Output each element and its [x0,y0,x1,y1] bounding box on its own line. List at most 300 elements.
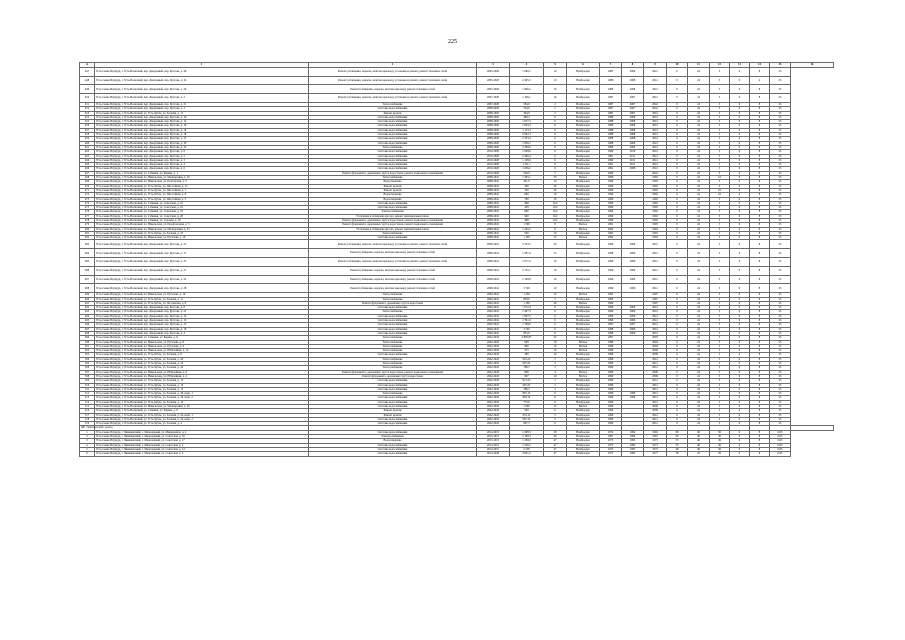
value-cell: 1991 [600,223,622,227]
value-cell: 25 [770,206,791,210]
value-cell: 8 [750,188,770,192]
value-cell: 0 [667,219,688,223]
value-cell: 2041 [644,133,667,137]
value-cell: 25 [770,374,791,378]
value-cell: 2007-2020 [477,94,510,103]
value-cell: 1990 [600,201,622,205]
value-cell: 2006 [644,409,667,413]
value-cell: 0 [730,435,750,439]
value-cell: 0 [730,206,750,210]
address-cell: Усть-Сыны Изумруд, г. Усть-Волжский, пер. Дворцовый, пер. Кустова, д. 28 [95,284,309,293]
value-cell: 3 [710,383,730,387]
value-cell: 2041 [644,266,667,275]
value-cell: 0 [730,120,750,124]
work-type-cell: Теплоснабжение [309,362,477,366]
address-cell: Усть-Сыны Изумруд, г. Усть-Волжский, пер. Дворцовый, пер. Кустова, д. 31 [95,145,309,149]
value-cell: 3 [710,301,730,305]
value-cell: 1997 [644,301,667,305]
value-cell: 24 [688,188,710,192]
value-cell: 2040-2041 [477,301,510,305]
row-number-cell: 453 [80,111,95,115]
value-cell: 8 [750,336,770,340]
row-number-cell: 506 [80,366,95,370]
value-cell: 3 [710,366,730,370]
value-cell: 0,65 [770,447,791,451]
value-cell: Ноябрь/дек [567,128,600,132]
address-cell: Усть-Сыны Изумруд, г. Усть-Волжский, пер. Дворцовый, пер. Кустова, д. 8 [95,150,309,154]
column-index-cell: 15 [770,63,791,68]
value-cell: 8 [750,413,770,417]
value-cell: 25 [770,357,791,361]
value-cell: Ноябрь/дек [567,409,600,413]
value-cell: 1 090 [510,404,544,408]
value-cell: 1994 [644,430,667,434]
work-type-cell: Системы водоснабжения [309,331,477,335]
value-cell: 24 [688,223,710,227]
value-cell: 3 [710,67,730,76]
value-cell: 3 [710,124,730,128]
value-cell: 3 [710,171,730,175]
value-cell: 24 [688,193,710,197]
value-cell: 0 [667,396,688,400]
value-cell: 3 [710,310,730,314]
work-type-cell: Ремонт кровли [309,409,477,413]
row-number-cell: 2 [80,435,95,439]
value-cell: 2042-2043 [477,383,510,387]
address-cell: Усть-Сыны Изумруд, г. Усть-Волжский, ул. Усть-Хубль, ул. Зеленая, д. 14 [95,383,309,387]
value-cell: Ноябрь/дек [567,76,600,85]
value-cell: Ноябрь/дек [567,219,600,223]
value-cell: 2005-2020 [477,67,510,76]
value-cell: 1 057,3 [510,120,544,124]
value-cell: 2 495,3 [510,76,544,85]
value-cell: 2042-2043 [477,396,510,400]
value-cell: 0 [730,193,750,197]
value-cell: 0 [730,327,750,331]
value-cell: 0 [730,314,750,318]
value-cell: Ноябрь/дек [567,111,600,115]
value-cell: 1988 [600,141,622,145]
value-cell: Ноябрь/дек [567,443,600,447]
value-cell: 0 [667,366,688,370]
row-number-cell: 470 [80,184,95,188]
value-cell: 2042-2043 [477,349,510,353]
value-cell: 3 [710,236,730,240]
value-cell: 2008 [622,167,644,171]
value-cell: 2008-2041 [477,240,510,249]
work-type-cell: Ремонт (облицовка, окраска, монтаж крыльца), установка и ремонт, ремонт тепловых сетей [309,67,477,76]
value-cell: 0 [730,430,750,434]
value-cell: 0 [730,310,750,314]
row-number-cell: 454 [80,115,95,119]
value-cell: 3 [544,111,567,115]
value-cell: 24 [688,266,710,275]
value-cell: 25 [770,102,791,106]
value-cell: 25 [770,366,791,370]
value-cell: 25 [770,223,791,227]
value-cell: 0 [667,284,688,293]
value-cell: 1992 [644,184,667,188]
value-cell: 25 [770,236,791,240]
row-number-cell: 476 [80,210,95,214]
value-cell: 24 [688,293,710,297]
row-number-cell: 503 [80,353,95,357]
value-cell: 24 [688,102,710,106]
value-cell: 6 [544,396,567,400]
address-cell: Усть-Сыны Изумруд, г. Усть-Волжский, ул. Сабинки, ул. Фермы, д. 1 [95,171,309,175]
work-type-cell: Системы водоснабжения [309,452,477,456]
value-cell: Ноябрь/дек [567,413,600,417]
value-cell: 3 [710,413,730,417]
value-cell: Ноябрь/дек [567,201,600,205]
value-cell: 1999 [600,275,622,284]
value-cell: 1991 [600,167,622,171]
value-cell: 8 [750,141,770,145]
value-cell: 2 198,8 [510,275,544,284]
value-cell: 1997 [644,297,667,301]
value-cell: 8 [750,310,770,314]
value-cell: 1996 [600,301,622,305]
value-cell: Ноябрь/дек [567,193,600,197]
value-cell: 6 [544,137,567,141]
value-cell: 8 [750,306,770,310]
value-cell: Ноябрь/дек [567,197,600,201]
value-cell: Ноябрь/дек [567,145,600,149]
value-cell: 24 [688,76,710,85]
value-cell: 3 [710,94,730,103]
value-cell: 25 [770,353,791,357]
value-cell: 6 [544,323,567,327]
column-index-cell: 6 [567,63,600,68]
value-cell: 0 [730,67,750,76]
value-cell: 2012 [644,413,667,417]
value-cell: 2008-2041 [477,193,510,197]
address-cell: Усть-Сыны Изумруд, г. Чикишевский, с. Межозерный, ул. Советская, д. 2 [95,443,309,447]
value-cell: 1996 [600,319,622,323]
value-cell: 10 [544,340,567,344]
value-cell: 6 [544,327,567,331]
value-cell: 24 [688,214,710,218]
value-cell: 25 [770,404,791,408]
value-cell: 1999 [600,413,622,417]
value-cell: 24 [688,107,710,111]
value-cell: 3 [710,417,730,421]
value-cell: 3 [710,154,730,158]
value-cell: 1993 [644,223,667,227]
value-cell: 0 [667,266,688,275]
value-cell: 8 [750,297,770,301]
value-cell: Ноябрь/дек [567,137,600,141]
value-cell: 47 [544,439,567,443]
value-cell: 47 [544,452,567,456]
row-number-cell: 482 [80,236,95,240]
value-cell: 1995 [622,443,644,447]
value-cell: Ноябрь/дек [567,240,600,249]
value-cell: 2010-2020 [477,158,510,162]
value-cell: 6 [544,141,567,145]
value-cell: 2042-2043 [477,417,510,421]
value-cell: 25 [770,111,791,115]
address-cell: Усть-Сыны Изумруд, г. Усть-Волжский, пер. Дворцовый, пер. Кустова, д. 21 [95,102,309,106]
row-number-cell: МР «Чикишевский» муниц. [81,426,114,430]
work-type-cell: Ремонт (облицовка, окраска, монтаж крыльца), установка и ремонт, ремонт тепловых сетей [309,94,477,103]
value-cell: 1977 [644,452,667,456]
address-cell: Усть-Сыны Изумруд, г. Усть-Волжский, ул. Усть-Хубль, ул. Шоссейная, д. 5 [95,197,309,201]
value-cell: 0 [667,167,688,171]
value-cell: 0 [730,163,750,167]
value-cell: 0 [730,128,750,132]
value-cell: 835,0 [510,331,544,335]
value-cell: 2041 [644,76,667,85]
value-cell: 24 [688,115,710,119]
row-number-cell: 1 [80,430,95,434]
value-cell: 2008-2020 [477,107,510,111]
value-cell: 0,65 [770,439,791,443]
value-cell: 2004 [644,344,667,348]
work-type-cell: Системы водоснабжения [309,422,477,426]
value-cell: 1999 [600,362,622,366]
value-cell: 1 208,3 [510,430,544,434]
value-cell: 2005-2020 [477,76,510,85]
value-cell: 25 [770,94,791,103]
value-cell: 8 [750,422,770,426]
address-cell: Усть-Сыны Изумруд, г. Чикишевский, с. Межозерный, ул. Советская, д. 14 [95,447,309,451]
value-cell: 1973 [600,443,622,447]
value-cell: 24 [688,141,710,145]
value-cell: 2008-2041 [477,201,510,205]
work-type-cell: Ремонт кровли [309,413,477,417]
value-cell: 0 [667,141,688,145]
value-cell: 24 [688,258,710,267]
value-cell: 2008-2041 [477,227,510,231]
value-cell: 1 798,0 [510,323,544,327]
value-cell: Ноябрь/дек [567,319,600,323]
value-cell: 6 [544,167,567,171]
value-cell: 498 [510,201,544,205]
value-cell: 6 [544,128,567,132]
value-cell: 2042-2043 [477,336,510,340]
value-cell: Ветхое [567,374,600,378]
value-cell: 2040-2041 [477,331,510,335]
row-number-cell: 447 [80,67,95,76]
value-cell: 2042-2043 [477,404,510,408]
value-cell: 1990 [600,188,622,192]
address-cell: Усть-Сыны Изумруд, г. Усть-Волжский, пер. Дворцовый, пер. Кустова, д. 14 [95,128,309,132]
value-cell: 0 [667,404,688,408]
value-cell: 0 [667,383,688,387]
value-cell: 2041 [644,111,667,115]
value-cell: 0 [667,197,688,201]
value-cell: 24 [688,366,710,370]
value-cell: 3 [710,258,730,267]
value-cell: Ноябрь/дек [567,231,600,235]
value-cell: 0 [730,301,750,305]
work-type-cell: Ремонт фундамента, дренажных труб и водостоков [309,301,477,305]
value-cell: 25 [770,231,791,235]
value-cell: 24 [688,362,710,366]
value-cell: 10 [544,180,567,184]
value-cell: 10 [544,85,567,94]
value-cell: 0 [730,366,750,370]
column-index-cell: 9 [644,63,667,68]
value-cell: 697,3 [510,422,544,426]
value-cell: 8 [750,400,770,404]
table-row [80,249,834,258]
value-cell: 2041 [644,67,667,76]
value-cell: Ноябрь/дек [567,188,600,192]
value-cell: 2012 [644,392,667,396]
value-cell: 660 [510,193,544,197]
value-cell: 60 [667,435,688,439]
work-type-cell: Системы водоснабжения [309,167,477,171]
value-cell: 6 [544,409,567,413]
value-cell: 3 [710,197,730,201]
column-index-cell: 4 [510,63,544,68]
column-index-cell: 7 [600,63,622,68]
value-cell: 2040-2041 [477,314,510,318]
value-cell: 1994 [644,236,667,240]
row-number-cell: 448 [80,76,95,85]
value-cell: 0 [730,306,750,310]
value-cell: 0 [667,301,688,305]
value-cell: 2015-2015 [477,439,510,443]
value-cell: 8 [750,214,770,218]
value-cell: 24 [688,180,710,184]
value-cell: 24 [688,344,710,348]
address-cell: Усть-Сыны Изумруд, г. Усть-Волжский, пл. Никольская, ул. Юбилейная, д. 4 [95,374,309,378]
column-index-cell: A [80,63,95,68]
value-cell: 1992 [644,176,667,180]
value-cell: 25 [770,193,791,197]
value-cell: Ветхое [567,344,600,348]
address-cell: Усть-Сыны Изумруд, г. Усть-Волжский, пер. Дворцовый, пер. Кустова, д. 13 [95,319,309,323]
value-cell: 451,0 [510,180,544,184]
address-cell: Усть-Сыны Изумруд, г. Чикишевский, с. Межозерный, ул. Микрорайон, д. 2 [95,430,309,434]
value-cell: 830,0 [510,297,544,301]
value-cell: 8 [750,327,770,331]
value-cell: 0 [730,115,750,119]
row-number-cell: 484 [80,249,95,258]
value-cell: 55 [667,439,688,443]
value-cell: 24 [688,176,710,180]
value-cell: 0 [730,349,750,353]
value-cell: 20 [544,240,567,249]
value-cell: Ноябрь/дек [567,150,600,154]
work-type-cell: Системы водоснабжения [309,430,477,434]
value-cell: 1977 [600,452,622,456]
address-cell: Усть-Сыны Изумруд, г. Усть-Волжский, пл. Никольская, ул. Мелиорации, д. 29 [95,404,309,408]
value-cell: 1990 [600,206,622,210]
value-cell: 526,0 [510,171,544,175]
value-cell: 2008-2020 [477,141,510,145]
table-row [80,67,834,76]
value-cell: 2008-2020 [477,137,510,141]
value-cell: 2006 [622,310,644,314]
value-cell: 2011 [622,158,644,162]
value-cell: 8 [750,370,770,374]
value-cell: 10,2 [544,210,567,214]
value-cell: 8 [750,374,770,378]
value-cell: Ветхое [567,236,600,240]
value-cell: 2008-2041 [477,236,510,240]
value-cell: 0 [730,201,750,205]
value-cell: Ноябрь/дек [567,310,600,314]
value-cell: 1 245,5 [510,227,544,231]
value-cell: 24 [688,340,710,344]
value-cell: 1998 [600,344,622,348]
value-cell: 3 [710,349,730,353]
value-cell: 2006 [644,404,667,408]
value-cell: 8 [750,366,770,370]
value-cell: Ветхое [567,404,600,408]
value-cell: 24 [688,353,710,357]
value-cell: 0 [667,314,688,318]
value-cell: 2041 [644,137,667,141]
address-cell: Усть-Сыны Изумруд, г. Усть-Волжский, пл. Никольская, ул. Полтавская, д. 3 [95,180,309,184]
value-cell: 488 [510,219,544,223]
address-cell: Усть-Сыны Изумруд, г. Усть-Волжский, ул. Усть-Хубль, ул. Шоссейная, д. 8 [95,193,309,197]
value-cell: 1998 [600,249,622,258]
value-cell: 2010-2020 [477,171,510,175]
value-cell: 1999 [600,357,622,361]
value-cell: 24 [688,297,710,301]
work-type-cell: Системы водоснабжения [309,133,477,137]
value-cell: 3 [710,396,730,400]
value-cell: 0 [730,133,750,137]
value-cell: 3 [710,357,730,361]
value-cell: 1 230 [510,293,544,297]
value-cell: 8 [750,331,770,335]
value-cell: 2040-2041 [477,319,510,323]
value-cell: 1990 [600,219,622,223]
work-type-cell: Ремонт фундамента, дренажных труб и водостоков, ремонт подвального помещения [309,219,477,223]
value-cell: 8 [750,94,770,103]
value-cell: 25 [770,400,791,404]
value-cell: 8 [750,362,770,366]
value-cell: 25 [770,107,791,111]
value-cell: Ноябрь/дек [567,366,600,370]
value-cell: 24 [688,310,710,314]
value-cell: 8 [750,344,770,348]
value-cell: 8 [750,357,770,361]
address-cell: Усть-Сыны Изумруд, г. Усть-Волжский, пер. Дворцовый, пер. Кустова, д. 5 [95,154,309,158]
value-cell: 580 [510,353,544,357]
value-cell: 0 [730,249,750,258]
row-number-cell: 456 [80,124,95,128]
value-cell: 0 [667,236,688,240]
value-cell: 1995 [600,297,622,301]
value-cell: 1999 [600,396,622,400]
value-cell: 25 [770,167,791,171]
value-cell: 897,15 [510,392,544,396]
value-cell: 3 [710,400,730,404]
value-cell: 2015-2015 [477,435,510,439]
value-cell: 0 [667,128,688,132]
value-cell: 940 [510,214,544,218]
value-cell: 975 [510,349,544,353]
value-cell: 25 [770,383,791,387]
value-cell: 2008-2020 [477,115,510,119]
value-cell: 36 [710,447,730,451]
value-cell: 0 [730,353,750,357]
value-cell: 6 [544,115,567,119]
value-cell: 3 [710,167,730,171]
value-cell: 0 [667,188,688,192]
row-number-cell: 509 [80,379,95,383]
value-cell: 2003 [644,336,667,340]
value-cell: 10 [544,344,567,348]
value-cell: 1 311,1 [510,163,544,167]
